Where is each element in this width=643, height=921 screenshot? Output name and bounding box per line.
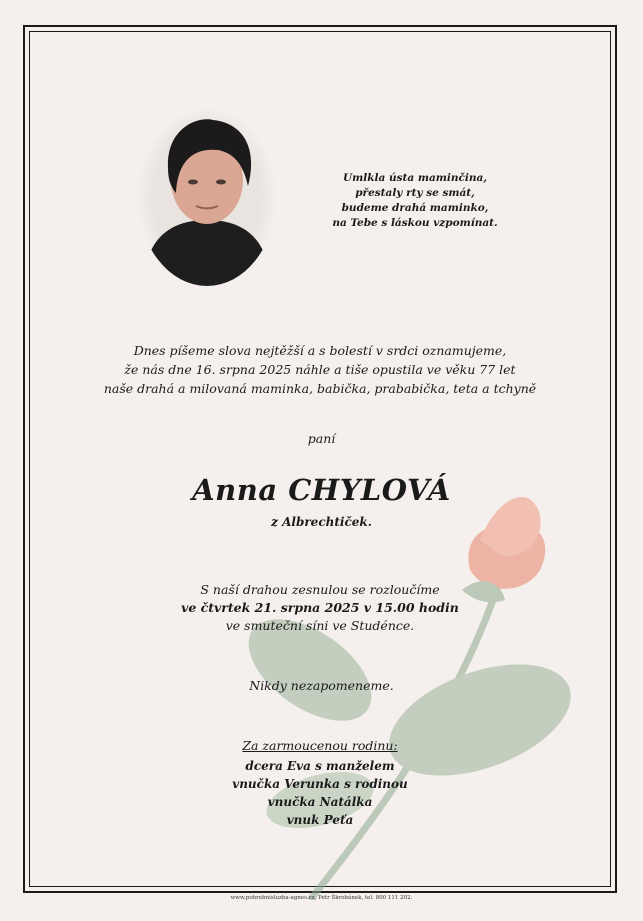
- poem-line: přestaly rty se smát,: [355, 187, 475, 199]
- poem-line: budeme drahá maminko,: [341, 202, 489, 214]
- announcement-text: [60, 341, 580, 398]
- farewell-line: S naší drahou zesnulou se rozloučíme: [200, 582, 440, 597]
- family-member: vnučka Verunka s rodinou: [232, 777, 408, 791]
- deceased-name: Anna CHYLOVÁ: [192, 473, 451, 507]
- family-member: vnučka Natálka: [267, 795, 373, 809]
- family-block: [160, 737, 480, 829]
- family-heading: Za zarmoucenou rodinu:: [242, 738, 398, 753]
- announcement-line: naše drahá a milovaná maminka, babička, prababička, teta a tchyně: [103, 381, 537, 396]
- farewell-place: ve smuteční síni ve Studénce.: [225, 618, 415, 633]
- announcement-line: Dnes píšeme slova nejtěžší a s bolestí v srdci oznamujeme,: [133, 343, 507, 358]
- footer-credit: www.pohrebnisluzba-agnes.cz, Petr Škrobánek, tel. 800 111 202.: [230, 895, 413, 901]
- title-prefix: paní: [307, 431, 336, 446]
- poem-line: Umlkla ústa maminčina,: [343, 172, 487, 184]
- poem-line: na Tebe s láskou vzpomínat.: [332, 217, 498, 229]
- family-member: vnuk Peťa: [286, 813, 354, 827]
- closing-line: Nikdy nezapomeneme.: [249, 678, 394, 693]
- memorial-poem: [330, 171, 500, 231]
- portrait-photo: [138, 108, 276, 286]
- farewell-info: [120, 581, 520, 635]
- origin-place: z Albrechtiček.: [271, 515, 372, 529]
- announcement-line: že nás dne 16. srpna 2025 náhle a tiše opustila ve věku 77 let: [124, 362, 516, 377]
- family-member: dcera Eva s manželem: [245, 759, 395, 773]
- farewell-date: ve čtvrtek 21. srpna 2025 v 15.00 hodin: [181, 600, 459, 615]
